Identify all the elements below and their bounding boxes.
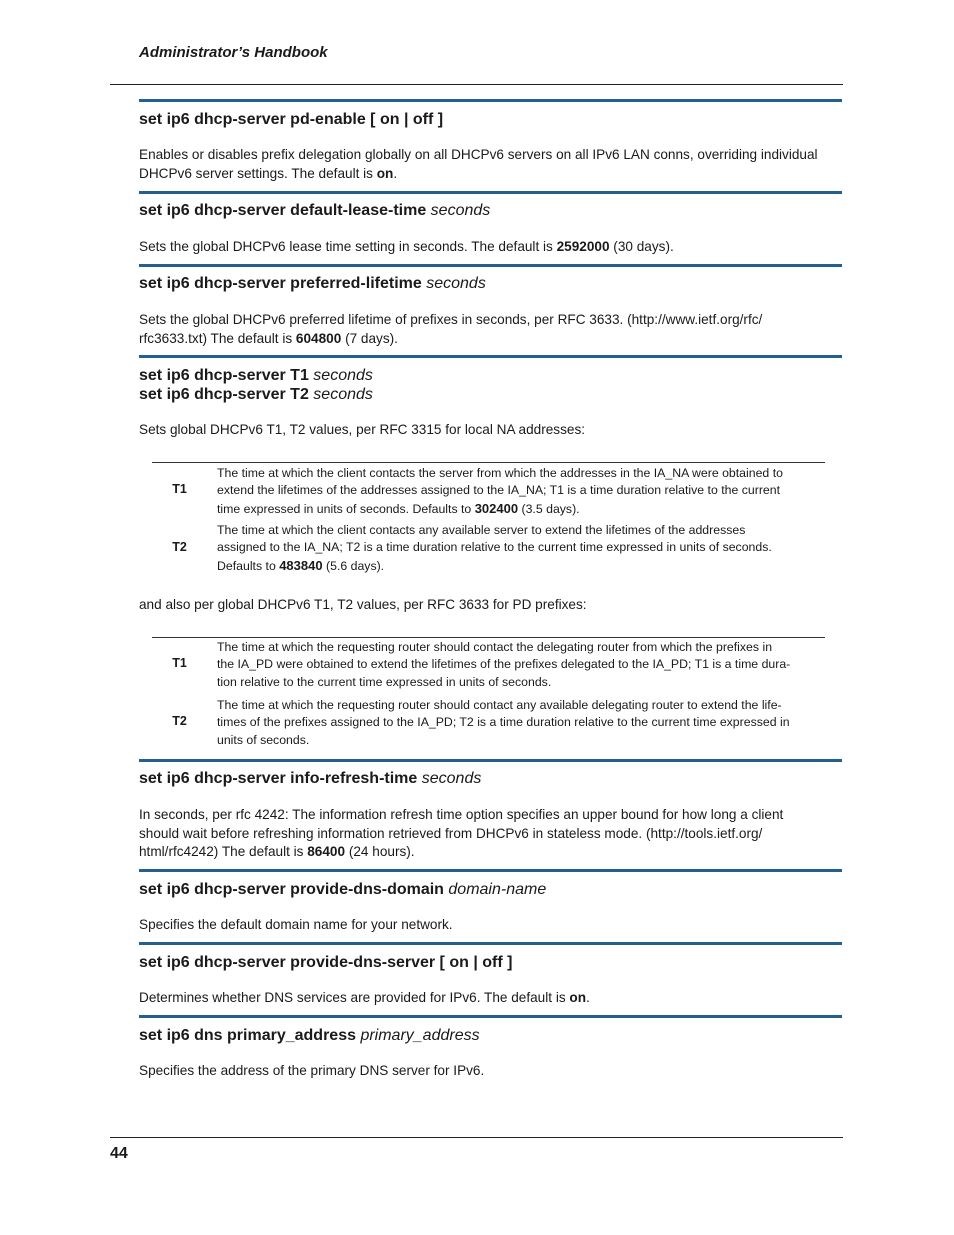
table-rule — [152, 637, 825, 638]
section-bar — [139, 942, 842, 945]
command-pd-enable: set ip6 dhcp-server pd-enable [ on | off ] — [139, 111, 444, 128]
description-t1-t2-pd: and also per global DHCPv6 T1, T2 values, per RFC 3633 for PD prefixes: — [139, 597, 587, 612]
running-head: Administrator’s Handbook — [139, 44, 328, 61]
command-provide-dns-server: set ip6 dhcp-server provide-dns-server [ on | off ] — [139, 954, 513, 971]
description-dns-primary-address: Specifies the address of the primary DNS server for IPv6. — [139, 1063, 485, 1078]
command-default-lease-time: set ip6 dhcp-server default-lease-time seconds — [139, 202, 491, 219]
section-bar — [139, 355, 842, 358]
header-rule — [110, 84, 843, 85]
table-term-t1: T1 — [172, 482, 187, 496]
table-definition-t1: The time at which the requesting router should contact the delegating router from which the prefixes in the IA_PD were obtained to extend the lifetimes of the prefixes delegated to the IA_PD; T1 is a time dura- tion relative to the current time expressed in units of seconds. — [217, 640, 791, 689]
table-definition-t2: The time at which the requesting router should contact any available delegating router to extend the life- times of the prefixes assigned to the IA_PD; T2 is a time duration relative to the current time expressed in units of seconds. — [217, 698, 790, 747]
table-term-t2: T2 — [172, 714, 187, 728]
command-provide-dns-domain: set ip6 dhcp-server provide-dns-domain domain-name — [139, 881, 547, 898]
page-number: 44 — [110, 1145, 128, 1162]
section-bar — [139, 869, 842, 872]
table-definition-t2: The time at which the client contacts any available server to extend the lifetimes of the addresses assigned to the IA_NA; T2 is a time duration relative to the current time expressed in units of seconds. Defaults to 483840 (5.6 days). — [217, 523, 772, 573]
section-bar — [139, 264, 842, 267]
table-definition-t1: The time at which the client contacts the server from which the addresses in the IA_NA were obtained to extend the lifetimes of the addresses assigned to the IA_NA; T1 is a time duration relative to the current time expressed in units of seconds. Defaults to 302400 (3.5 days). — [217, 466, 783, 516]
section-bar — [139, 99, 842, 102]
command-info-refresh-time: set ip6 dhcp-server info-refresh-time seconds — [139, 770, 482, 787]
section-bar — [139, 1015, 842, 1018]
description-provide-dns-server: Determines whether DNS services are provided for IPv6. The default is on. — [139, 990, 590, 1005]
footer-rule — [110, 1137, 843, 1138]
description-pd-enable: Enables or disables prefix delegation globally on all DHCPv6 servers on all IPv6 LAN conns, overriding individual DHCPv6 server settings. The default is on. — [139, 147, 818, 181]
command-t2: set ip6 dhcp-server T2 seconds — [139, 386, 373, 403]
command-dns-primary-address: set ip6 dns primary_address primary_address — [139, 1027, 480, 1044]
table-rule — [152, 462, 825, 463]
description-provide-dns-domain: Specifies the default domain name for your network. — [139, 917, 453, 932]
command-preferred-lifetime: set ip6 dhcp-server preferred-lifetime seconds — [139, 275, 486, 292]
section-bar — [139, 191, 842, 194]
description-t1-t2-na: Sets global DHCPv6 T1, T2 values, per RFC 3315 for local NA addresses: — [139, 422, 586, 437]
command-t1: set ip6 dhcp-server T1 seconds — [139, 367, 373, 384]
table-term-t1: T1 — [172, 656, 187, 670]
section-bar — [139, 759, 842, 762]
description-default-lease-time: Sets the global DHCPv6 lease time setting in seconds. The default is 2592000 (30 days). — [139, 239, 674, 254]
description-preferred-lifetime: Sets the global DHCPv6 preferred lifetime of prefixes in seconds, per RFC 3633. (http://www.ietf.org/rfc/ rfc3633.txt) The default is 604800 (7 days). — [139, 312, 763, 346]
description-info-refresh-time: In seconds, per rfc 4242: The information refresh time option specifies an upper bound for how long a client should wait before refreshing information retrieved from DHCPv6 in stateless mode. (http://tools.ietf.org/ html/rfc4242) The default is 86400 (24 hours). — [139, 807, 784, 859]
table-term-t2: T2 — [172, 540, 187, 554]
